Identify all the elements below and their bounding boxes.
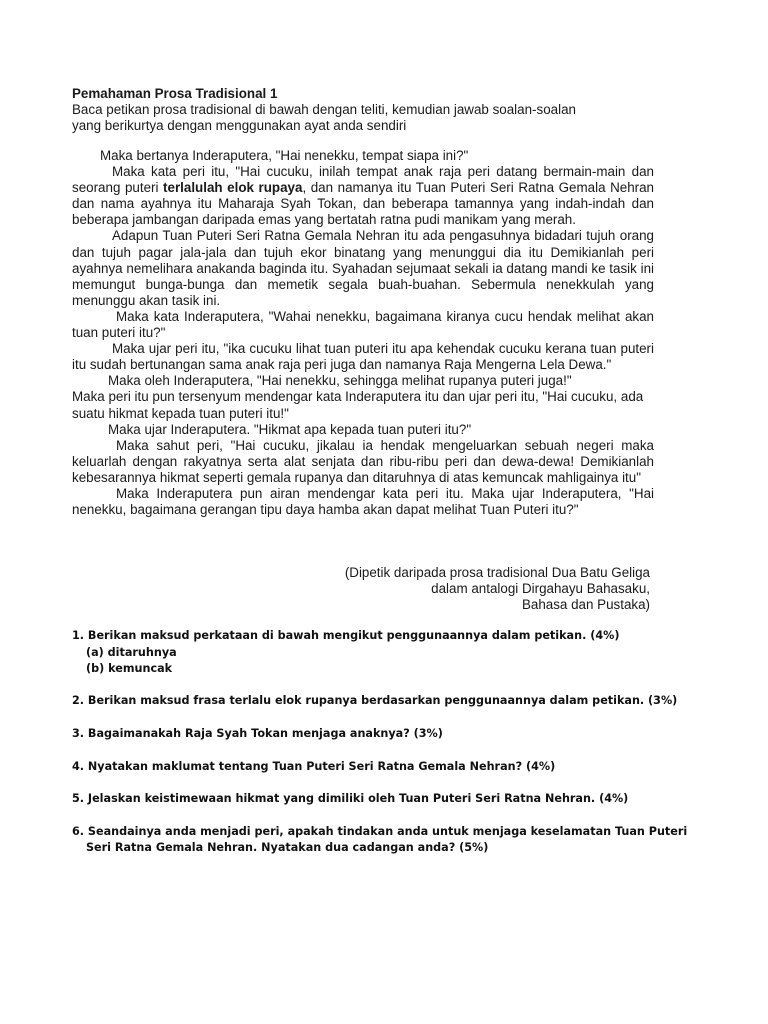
passage-paragraph-6: Maka oleh Inderaputera, "Hai nenekku, sehingga melihat rupanya puteri juga!" [108, 373, 572, 389]
citation-line-2: dalam antalogi Dirgahayu Bahasaku, [431, 581, 650, 596]
instruction-line-2: yang berikurtya dengan menggunakan ayat anda sendiri [72, 118, 407, 133]
prose-passage [72, 148, 654, 518]
question-1-part-a: (a) ditaruhnya [86, 646, 177, 659]
question-2: 2. Berikan maksud frasa terlalu elok rupanya berdasarkan penggunaannya dalam petikan. (3%) [72, 694, 678, 707]
passage-paragraph-9: Maka sahut peri, "Hai cucuku, jikalau ia hendak mengeluarkan sebuah negeri maka keluarlah dengan rakyatnya serta alat senjata dan ribu-ribu peri dan dewa-dewa! Demikianlah kebesarannya hikmat seperti gemala rupanya dan ditaruhnya di atas kemuncak mahligainya itu" [72, 437, 654, 485]
question-4: 4. Nyatakan maklumat tentang Tuan Puteri Seri Ratna Gemala Nehran? (4%) [72, 760, 556, 773]
passage-paragraph-3: Adapun Tuan Puteri Seri Ratna Gemala Nehran itu ada pengasuhnya bidadari tujuh orang dan tujuh pagar jala-jala dan tujuh ekor binatang yang menunggui dia itu Demikianlah peri ayahnya nemelihara anakanda baginda itu. Syahadan sejumaat sekali ia datang mandi ke tasik ini memungut bunga-bunga dan memetik segala buah-buahan. Sebermula nenekkulah yang menunggu akan tasik ini. [72, 228, 654, 308]
passage-paragraph-5: Maka ujar peri itu, "ika cucuku lihat tuan puteri itu apa kehendak cucuku kerana tuan puteri itu sudah bertunangan sama anak raja peri juga dan namanya Raja Mengerna Lela Dewa." [72, 341, 654, 373]
question-6-line-1: 6. Seandainya anda menjadi peri, apakah tindakan anda untuk menjaga keselamatan Tuan Puteri [72, 825, 688, 838]
passage-p2-bold-phrase: terlalulah elok rupaya [163, 180, 303, 196]
passage-paragraph-2 [72, 164, 654, 228]
question-3: 3. Bagaimanakah Raja Syah Tokan menjaga anaknya? (3%) [72, 727, 443, 740]
passage-paragraph-1: Maka bertanya Inderaputera, "Hai nenekku, tempat siapa ini?" [100, 148, 469, 163]
passage-paragraph-8: Maka ujar Inderaputera. "Hikmat apa kepada tuan puteri itu?" [108, 421, 472, 437]
source-citation [300, 565, 650, 613]
citation-line-3: Bahasa dan Pustaka) [521, 597, 650, 612]
passage-paragraph-7: Maka peri itu pun tersenyum mendengar kata Inderaputera itu dan ujar peri itu, "Hai cucuku, ada suatu hikmat kepada tuan puteri itu!" [72, 389, 644, 421]
question-1: 1. Berikan maksud perkataan di bawah mengikut penggunaannya dalam petikan. (4%) [72, 629, 620, 642]
question-5: 5. Jelaskan keistimewaan hikmat yang dimiliki oleh Tuan Puteri Seri Ratna Nehran. (4%) [72, 792, 629, 805]
page-title: Pemahaman Prosa Tradisional 1 [72, 86, 278, 101]
question-6-line-2: Seri Ratna Gemala Nehran. Nyatakan dua cadangan anda? (5%) [86, 841, 489, 854]
citation-line-1: (Dipetik daripada prosa tradisional Dua Batu Geliga [344, 565, 650, 580]
passage-p2-text-a: Maka kata peri itu, "Hai cucuku, inilah tempat anak raja peri datang bermain-main dan seorang puteri [72, 164, 654, 196]
passage-paragraph-4: Maka kata Inderaputera, "Wahai nenekku, bagaimana kiranya cucu hendak melihat akan tuan puteri itu?" [72, 308, 654, 341]
question-1-part-b: (b) kemuncak [86, 662, 173, 675]
document-header [72, 86, 672, 134]
instruction-line-1: Baca petikan prosa tradisional di bawah dengan teliti, kemudian jawab soalan-soalan [72, 102, 576, 117]
passage-paragraph-10: Maka Inderaputera pun airan mendengar kata peri itu. Maka ujar Inderaputera, "Hai nenekku, bagaimana gerangan tipu daya hamba akan dapat melihat Tuan Puteri itu?" [72, 485, 654, 518]
passage-p2-text-b: , dan namanya itu Tuan Puteri Seri Ratna Gemala Nehran dan nama ayahnya itu Maharaja Syah Tokan, dan beberapa tamannya yang indah-indah dan beberapa jambangan daripada emas yang bertatah ratna pudi manikam yang merah. [72, 180, 655, 228]
